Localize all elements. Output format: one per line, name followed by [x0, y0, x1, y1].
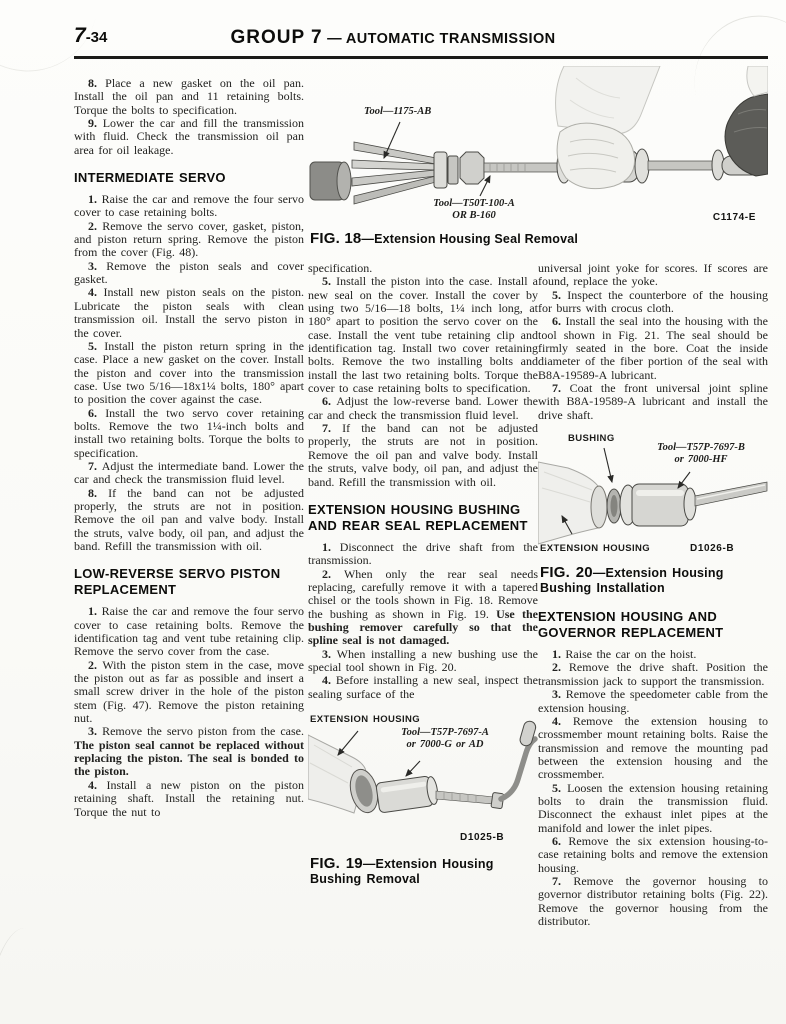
paragraph: specification.: [308, 261, 373, 275]
fig20-tool-label: [638, 442, 764, 466]
paragraph: 1. Raise the car and remove the four servo cover to case retaining bolts.: [74, 192, 304, 220]
column-right-text-top: [538, 262, 768, 422]
step-number: 6.: [552, 833, 569, 848]
fig20-label-bushing: BUSHING: [568, 433, 615, 445]
figure-20: [538, 432, 768, 596]
step-number: 7.: [552, 381, 570, 396]
fig18-caption: [310, 231, 768, 247]
paragraph: 2. Remove the drive shaft. Position the transmission jack to support the transmission.: [538, 660, 769, 688]
paragraph: 8. Place a new gasket on the oil pan. Install the oil pan and 11 retaining bolts. Torque the bolts to specification.: [74, 76, 304, 117]
paragraph: 2. Remove the servo cover, gasket, piston, and piston return spring. Remove the piston from the cover (Fig. 48).: [74, 218, 304, 260]
paragraph: 6. Remove the six extension housing-to-case retaining bolts and remove the extension housing.: [538, 833, 768, 875]
fig18-tool-label-t50t-line2: OR B-160: [452, 210, 496, 221]
paragraph: 6. Install the two servo cover retaining bolts. Remove the two 1¼-inch bolts and install two retaining bolts. Torque the bolts to specification.: [74, 405, 304, 460]
fig18-tool-label-t50t: [404, 198, 544, 222]
fig18-caption-title: —Extension Housing Seal Removal: [361, 232, 579, 246]
step-number: 3.: [88, 258, 107, 273]
bold-note: The piston seal cannot be replaced without replacing the piston. The seal is bonded to the piston.: [74, 737, 304, 779]
fig18-caption-number: FIG. 18: [310, 230, 362, 247]
paragraph: 4. Install a new piston on the piston retaining shaft. Install the retaining nut. Torque the nut to: [74, 777, 304, 819]
step-number: 7.: [322, 421, 343, 436]
fig20-caption-title: —Extension Housing Bushing Installation: [540, 566, 724, 596]
paragraph: 4. Install new piston seals on the piston. Lubricate the piston seals with clean transmission oil. Install the servo piston in the cover.: [74, 285, 304, 340]
paragraph: 3. Remove the speedometer cable from the extension housing.: [538, 687, 768, 715]
fig20-caption: [540, 565, 755, 596]
step-number: 5.: [552, 287, 568, 302]
page-curl-bottom-left: [0, 924, 61, 1024]
section-heading: LOW-REVERSE SERVO PISTON REPLACEMENT: [74, 566, 281, 598]
paragraph: 5. Install the piston into the case. Install a new seal on the cover. Install the cover by using two 5/16—18 bolts, 1¼ inch long, at 180° apart to position the servo cover on the case. Install the vent tube retaining clip and identification tag. Install two cover retaining bolts. Remove the two installing bolts and install the last two retaining bolts. Torque the cover to case retaining bolts to specification.: [308, 274, 538, 396]
figure-19: [308, 713, 538, 887]
paragraph: universal joint yoke for scores. If scores are found, replace the yoke.: [538, 261, 768, 289]
step-number: 3.: [552, 687, 566, 702]
step-number: 1.: [322, 539, 340, 554]
fig20-tool-label-line1: Tool—T57P-7697-B: [657, 442, 745, 454]
step-number: 2.: [322, 566, 344, 581]
step-number: 4.: [88, 777, 107, 792]
bold-note: Use the bushing remover carefully so that the spline seal is not damaged.: [308, 606, 538, 648]
column-right: [538, 262, 768, 1022]
fig20-label-extension-housing: EXTENSION HOUSING: [540, 543, 651, 555]
column-left: [74, 77, 304, 987]
section-heading: INTERMEDIATE SERVO: [74, 170, 226, 186]
section-heading: EXTENSION HOUSING BUSHING AND REAR SEAL REPLACEMENT: [308, 501, 528, 533]
step-number: 4.: [88, 285, 104, 300]
paragraph: 3. When installing a new bushing use the special tool shown in Fig. 20.: [308, 646, 538, 674]
step-number: 1.: [88, 192, 102, 207]
paragraph: 7. If the band can not be adjusted properly, the struts are not in position. Remove the oil pan and valve body. Install the struts, valve body, oil pan, and adjust the band. Refill the transmission with oil.: [308, 421, 538, 489]
page-number-minor: -34: [85, 29, 108, 46]
step-number: 8.: [88, 76, 106, 90]
paragraph: 6. Install the seal into the housing with the tool shown in Fig. 21. The seal should be firmly seated in the bore. Coat the inside diameter of the fiber portion of the seal with B8A-19589-A lubricant.: [538, 314, 768, 382]
step-number: 4.: [322, 673, 336, 688]
paragraph: 5. Loosen the extension housing retaining bolts to drain the transmission fluid. Disconnect the exhaust inlet pipes at the manifold and lower the inlet pipes.: [538, 780, 768, 835]
fig19-tool-label: [370, 727, 520, 751]
step-number: 2.: [88, 657, 103, 672]
step-number: 8.: [88, 485, 109, 500]
header-rule: [74, 56, 768, 59]
step-number: 6.: [88, 405, 106, 420]
step-number: 1.: [552, 647, 566, 662]
fig20-caption-number: FIG. 20: [540, 564, 593, 582]
paragraph: 4. Remove the extension housing to crossmember mount retaining bolts. Raise the transmission and remove the mounting pad between the extension housing and the crossmember.: [538, 713, 768, 782]
fig20-code: D1026-B: [690, 543, 735, 555]
section-heading: EXTENSION HOUSING AND GOVERNOR REPLACEMENT: [538, 609, 724, 641]
step-number: 1.: [88, 604, 102, 619]
fig19-tool-label-line1: Tool—T57P-7697-A: [401, 726, 489, 738]
step-number: 3.: [88, 724, 103, 739]
paragraph: 7. Remove the governor housing to governor distributor retaining bolts (Fig. 22). Remove the governor housing from the distributor.: [538, 873, 768, 928]
paragraph: 6. Adjust the low-reverse band. Lower the car and check the transmission fluid level.: [308, 394, 538, 422]
step-number: 3.: [322, 646, 337, 661]
paragraph: 2. With the piston stem in the case, move the piston out as far as possible and insert a small screw driver in the hole of the piston stem (Fig. 47). Remove the piston retaining nut.: [74, 657, 305, 726]
figure-18: [308, 66, 768, 262]
fig18-tool-label-t50t-line1: Tool—T50T-100-A: [433, 198, 515, 209]
fig18-code: C1174-E: [712, 212, 756, 223]
paragraph: 1. Disconnect the drive shaft from the transmission.: [308, 539, 538, 568]
paragraph: 8. If the band can not be adjusted properly, the struts are not in position. Remove the oil pan and valve body. Install the struts, valve body, oil pan, and adjust the band. Refill the transmission with oil.: [74, 485, 304, 553]
fig19-caption-number: FIG. 19: [310, 854, 363, 872]
fig19-tool-label-line2: or 7000-G or AD: [406, 738, 484, 750]
column-middle: [308, 262, 538, 1022]
fig19-caption-title: —Extension Housing Bushing Removal: [310, 856, 494, 886]
step-number: 6.: [552, 314, 566, 329]
step-number: 6.: [322, 394, 337, 409]
fig19-caption: [310, 856, 525, 887]
paragraph: 3. Remove the piston seals and cover gasket.: [74, 258, 304, 287]
column-right-text-bottom: [538, 609, 768, 928]
paragraph: 7. Adjust the intermediate band. Lower the car and check the transmission fluid level.: [74, 458, 304, 487]
step-number: 2.: [552, 660, 569, 675]
paragraph: 9. Lower the car and fill the transmission with fluid. Check the transmission oil pan area for oil leakage.: [74, 116, 305, 157]
paragraph: 7. Coat the front universal joint spline with B8A-19589-A lubricant and install the drive shaft.: [538, 381, 768, 422]
fig20-tool-label-line2: or 7000-HF: [674, 454, 728, 466]
page-number-major: 7: [74, 24, 86, 47]
paragraph: 5. Inspect the counterbore of the housing for burrs with crocus cloth.: [538, 287, 769, 316]
page-title: [0, 27, 786, 49]
paragraph: 1. Raise the car on the hoist.: [552, 647, 697, 662]
step-number: 9.: [88, 116, 103, 131]
fig18-tool-label-1175ab: Tool—1175-AB: [364, 106, 432, 117]
page-title-group: GROUP 7: [230, 27, 323, 48]
step-number: 7.: [552, 873, 574, 888]
paragraph: 2. When only the rear seal needs replacing, carefully remove it with a tapered chisel or the tools shown in Fig. 18. Remove the bushing as shown in Fig. 19. Use the bushing remover carefully so that the spline seal is not damaged.: [308, 566, 538, 648]
fig19-code: D1025-B: [460, 831, 505, 843]
page-title-section: — AUTOMATIC TRANSMISSION: [327, 31, 556, 47]
paragraph: 3. Remove the servo piston from the case. The piston seal cannot be replaced without replacing the piston. The seal is bonded to the piston.: [74, 724, 305, 779]
paragraph: 4. Before installing a new seal, inspect the sealing surface of the: [308, 673, 539, 701]
step-number: 7.: [88, 458, 102, 473]
paragraph: 5. Install the piston return spring in the case. Place a new gasket on the cover. Install the piston and cover into the transmission case. Use two 5/16—18x1¼ bolts, 180° apart to position the cover against the case.: [74, 338, 304, 407]
step-number: 5.: [552, 780, 568, 795]
step-number: 5.: [88, 338, 105, 353]
step-number: 5.: [322, 274, 337, 289]
column-middle-text: [308, 262, 538, 701]
step-number: 4.: [552, 713, 573, 728]
fig19-label-extension-housing: EXTENSION HOUSING: [310, 713, 421, 725]
step-number: 2.: [88, 218, 103, 233]
paragraph: 1. Raise the car and remove the four servo cover to case retaining bolts. Remove the identification tag and vent tube retaining clip. Remove the servo cover from the case.: [74, 604, 304, 659]
